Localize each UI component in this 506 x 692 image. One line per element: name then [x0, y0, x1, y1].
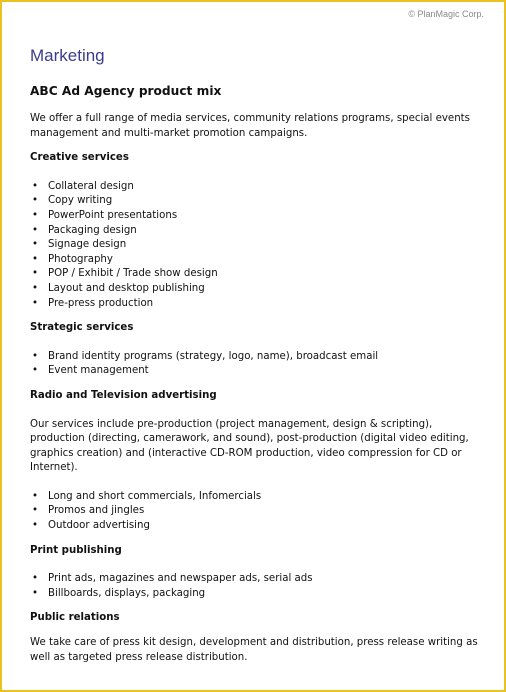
section-heading-pr: Public relations [30, 612, 120, 624]
intro-paragraph: We offer a full range of media services, community relations programs, special events management and multi-market promotion campaigns. [30, 113, 470, 139]
list-item: • Packaging design [32, 224, 137, 236]
strategic-services-list [30, 350, 490, 379]
list-item: • Promos and jingles [32, 505, 145, 517]
list-item: • Collateral design [32, 180, 134, 192]
copyright-notice: © PlanMagic Corp. [408, 9, 484, 19]
list-item: • PowerPoint presentations [32, 209, 178, 221]
list-item: • Copy writing [32, 195, 113, 207]
list-item: • Billboards, displays, packaging [32, 587, 206, 599]
creative-services-list [30, 180, 490, 311]
document-body [30, 84, 490, 665]
section-heading-print: Print publishing [30, 544, 122, 556]
list-item: • Print ads, magazines and newspaper ads, serial ads [32, 573, 313, 585]
radio-tv-paragraph: Our services include pre-production (project management, design & scripting), production (directing, camerawork, and sound), post-production (digital video editing, graphics creation) and (interactive CD-ROM production, video compression for CD or Internet). [30, 418, 469, 474]
section-heading-radio-tv: Radio and Television advertising [30, 389, 217, 401]
list-item: • Event management [32, 365, 149, 377]
radio-tv-list [30, 490, 490, 534]
list-item: • Brand identity programs (strategy, logo, name), broadcast email [32, 350, 379, 362]
document-subtitle: ABC Ad Agency product mix [30, 84, 222, 98]
section-heading-strategic: Strategic services [30, 322, 134, 334]
list-item: • Layout and desktop publishing [32, 282, 205, 294]
list-item: • Photography [32, 253, 113, 265]
list-item: • Pre-press production [32, 297, 154, 309]
list-item: • Long and short commercials, Infomercials [32, 490, 262, 502]
list-item: • POP / Exhibit / Trade show design [32, 268, 218, 280]
pr-paragraph: We take care of press kit design, development and distribution, press release writing as well as targeted press release distribution. [30, 637, 478, 663]
list-item: • Signage design [32, 239, 127, 251]
list-item: • Outdoor advertising [32, 520, 150, 532]
page-title: Marketing [30, 46, 105, 65]
section-heading-creative: Creative services [30, 152, 129, 164]
print-publishing-list [30, 572, 490, 601]
